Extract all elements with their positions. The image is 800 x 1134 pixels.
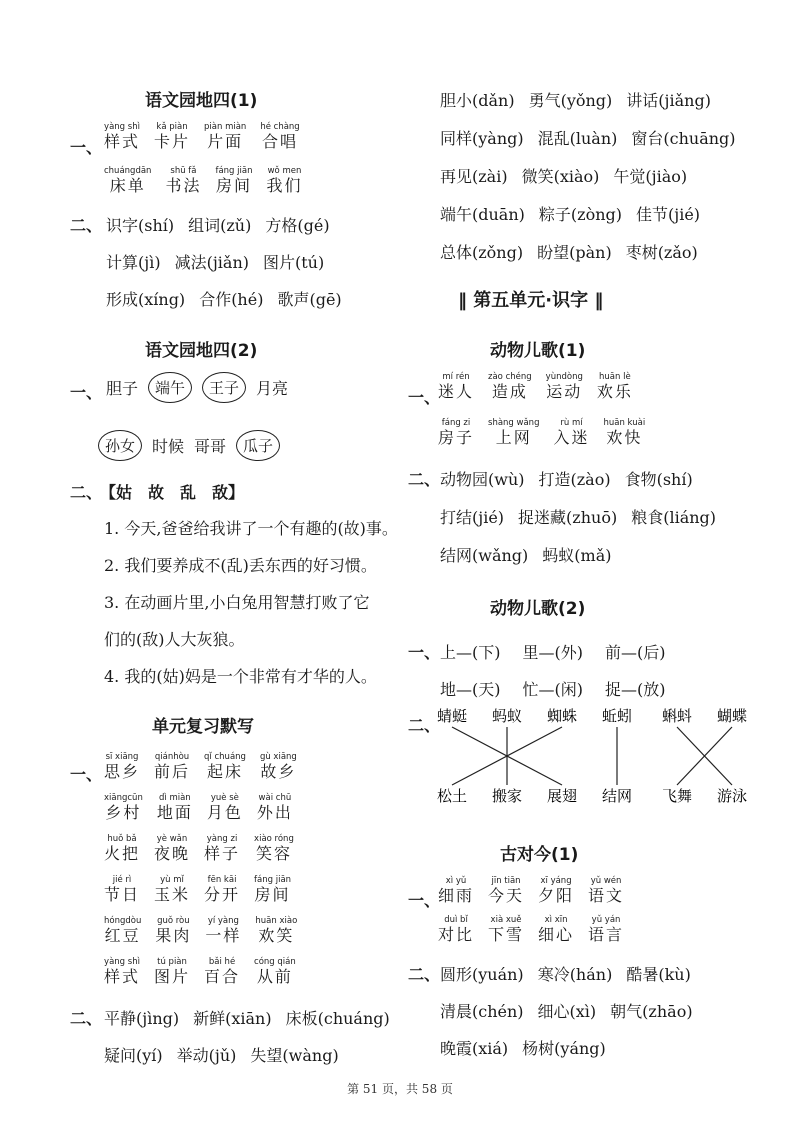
pinyin-word (155, 916, 191, 946)
pinyin-text: bǎi hé (208, 957, 236, 967)
hanzi-word: 笑容 (255, 844, 292, 863)
hanzi-word: 节日 (104, 885, 141, 904)
word-item: 总体(zǒng) (440, 243, 524, 262)
pinyin-text: yǔ wén (590, 876, 622, 886)
pinyin-word (488, 915, 524, 945)
hanzi-word: 故乡 (260, 762, 297, 781)
q2-label: 二、 (70, 483, 103, 502)
pinyin-text: kǎ piàn (156, 122, 188, 132)
hanzi-word: 乡村 (105, 803, 142, 822)
pinyin-word (104, 752, 140, 782)
hanzi-word: 样式 (104, 967, 141, 986)
pinyin-word (488, 372, 532, 402)
hanzi-word: 果肉 (155, 926, 192, 945)
hanzi-word: 欢乐 (596, 382, 633, 401)
hanzi-word: 夜晚 (154, 844, 191, 863)
word-row (440, 240, 712, 263)
hanzi-word: 语言 (588, 925, 625, 944)
hanzi-word: 对比 (438, 925, 475, 944)
pinyin-text: huān lè (599, 372, 631, 382)
section-title-yuwen-4-1: 语文园地四(1) (145, 91, 258, 111)
section-title-review: 单元复习默写 (152, 717, 254, 737)
pinyin-word (488, 876, 524, 906)
word-item: 再见(zài) (440, 167, 508, 186)
pinyin-text: yè wǎn (156, 834, 188, 844)
hanzi-word: 欢快 (606, 428, 643, 447)
pinyin-word (254, 875, 291, 905)
pinyin-text: shū fǎ (170, 166, 197, 176)
pinyin-word (154, 957, 190, 987)
word-item: 枣树(zǎo) (625, 243, 698, 262)
pinyin-text: tú piàn (157, 957, 187, 967)
pinyin-text: xì yǔ (445, 876, 467, 886)
word-item: 前—(后) (605, 643, 666, 662)
pinyin-word (546, 372, 583, 402)
hanzi-word: 入迷 (553, 428, 590, 447)
pinyin-word (438, 876, 474, 906)
section-title-gu-dui-jin: 古对今(1) (500, 845, 579, 865)
hanzi-word: 玉米 (154, 885, 191, 904)
pinyin-word (154, 752, 190, 782)
hanzi-word: 欢笑 (258, 926, 295, 945)
hanzi-word: 房间 (254, 885, 291, 904)
pinyin-text: hóngdòu (104, 916, 142, 926)
pinyin-text: huān kuài (603, 418, 646, 428)
word-item: 端午(duān) (440, 205, 525, 224)
word-item: 忙—(闲) (522, 680, 583, 699)
pinyin-word (254, 957, 296, 987)
match-bottom-word: 飞舞 (661, 787, 693, 805)
pinyin-text: rù mí (560, 418, 583, 428)
word-row (106, 250, 338, 273)
pinyin-text: qǐ chuáng (204, 752, 246, 762)
match-bottom-word: 搬家 (491, 787, 523, 805)
hanzi-word: 今天 (488, 886, 525, 905)
hanzi-word: 下雪 (488, 925, 525, 944)
hanzi-word: 我们 (266, 176, 303, 195)
pinyin-text: fēn kāi (207, 875, 237, 885)
hanzi-word: 夕阳 (538, 886, 575, 905)
word-item: 识字(shí) (106, 216, 175, 235)
hanzi-word: 造成 (491, 382, 528, 401)
pinyin-word (154, 875, 190, 905)
pinyin-text: jīn tiān (491, 876, 521, 886)
hanzi-word: 从前 (256, 967, 293, 986)
word-row (440, 640, 688, 663)
word-item: 盼望(pàn) (537, 243, 612, 262)
pinyin-text: sī xiāng (105, 752, 139, 762)
pinyin-word (538, 876, 574, 906)
q2-label: 二、 (408, 965, 441, 984)
word-item: 平静(jìng) (104, 1009, 180, 1028)
word-item: 捉迷藏(zhuō) (518, 508, 618, 527)
circled-word: 端午 (148, 372, 192, 403)
q2-label: 二、 (70, 1009, 103, 1028)
word-item: 寒冷(hán) (537, 965, 613, 984)
pinyin-text: yàng shì (104, 122, 140, 132)
word-item: 捉—(放) (605, 680, 666, 699)
pinyin-row (438, 915, 638, 945)
pinyin-text: xiāngcūn (104, 793, 143, 803)
match-top-word: 蝌蚪 (661, 707, 693, 725)
pinyin-row (438, 372, 647, 402)
word-item: 细心(xì) (537, 1002, 597, 1021)
word-item: 举动(jǔ) (176, 1046, 237, 1065)
pinyin-text: xì xīn (544, 915, 568, 925)
pinyin-word (260, 752, 297, 782)
hanzi-word: 火把 (104, 844, 141, 863)
pinyin-text: yuè sè (210, 793, 239, 803)
pinyin-text: yù mǐ (160, 875, 184, 885)
word-row (440, 962, 705, 985)
pinyin-word (154, 122, 190, 152)
pinyin-text: zào chéng (488, 372, 532, 382)
pinyin-row (104, 916, 311, 946)
pinyin-row (104, 957, 310, 987)
word-row (440, 1036, 620, 1059)
match-top-word: 蜘蛛 (546, 707, 578, 725)
hanzi-word: 细心 (538, 925, 575, 944)
word-row (104, 1043, 353, 1066)
hanzi-word: 起床 (206, 762, 243, 781)
hanzi-word: 床单 (109, 176, 146, 195)
pinyin-word (157, 793, 193, 823)
word-item: 讲话(jiǎng) (626, 91, 711, 110)
sentence: 1. 今天,爸爸给我讲了一个有趣的(故)事。 (104, 519, 398, 538)
hanzi-word: 房子 (438, 428, 475, 447)
word-item: 杨树(yáng) (522, 1039, 606, 1058)
pinyin-word (104, 122, 140, 152)
word-item: 打结(jié) (440, 508, 505, 527)
match-bottom-word: 结网 (601, 787, 633, 805)
hanzi-word: 运动 (546, 382, 583, 401)
pinyin-text: xī yáng (540, 876, 572, 886)
pinyin-word (104, 166, 151, 196)
pinyin-word (438, 418, 474, 448)
pinyin-word (260, 122, 299, 152)
pinyin-word (104, 916, 141, 946)
pinyin-row (104, 834, 308, 864)
pinyin-text: gù xiāng (259, 752, 297, 762)
match-bottom-word: 游泳 (716, 787, 748, 805)
q1-label: 一、 (70, 138, 103, 157)
word-item: 组词(zǔ) (188, 216, 252, 235)
pinyin-text: huǒ bǎ (107, 834, 137, 844)
pinyin-word (207, 793, 243, 823)
match-top-word: 蜻蜓 (436, 707, 468, 725)
pinyin-text: yí yàng (207, 916, 239, 926)
word-item: 地—(天) (440, 680, 501, 699)
pinyin-text: yùndòng (545, 372, 583, 382)
pinyin-word (603, 418, 645, 448)
word-item: 哥哥 (194, 437, 227, 456)
hanzi-word: 房间 (215, 176, 252, 195)
word-item: 午觉(jiào) (613, 167, 688, 186)
hanzi-word: 语文 (588, 886, 625, 905)
hanzi-word: 合唱 (262, 132, 299, 151)
q2-label: 二、 (408, 716, 441, 735)
word-row (106, 372, 298, 403)
sentence: 4. 我的(姑)妈是一个非常有才华的人。 (104, 667, 377, 686)
pinyin-word (488, 418, 539, 448)
match-top-word: 蝴蝶 (716, 707, 748, 725)
word-item: 歌声(gē) (277, 290, 342, 309)
pinyin-word (255, 916, 297, 946)
pinyin-row (104, 793, 307, 823)
pinyin-word (104, 793, 143, 823)
word-item: 蚂蚁(mǎ) (542, 546, 612, 565)
q1-label: 一、 (408, 891, 441, 910)
q1-label: 一、 (70, 383, 103, 402)
word-item: 粮食(liáng) (631, 508, 717, 527)
circled-word: 瓜子 (236, 430, 280, 461)
q2-label: 二、 (408, 470, 441, 489)
word-item: 床板(chuáng) (285, 1009, 390, 1028)
pinyin-word (104, 834, 140, 864)
pinyin-text: fáng jiān (215, 166, 253, 176)
word-item: 失望(wàng) (250, 1046, 339, 1065)
pinyin-row (438, 876, 638, 906)
word-row (440, 543, 625, 566)
sentence: 3. 在动画片里,小白兔用智慧打败了它 (104, 593, 370, 612)
pinyin-text: jié rì (112, 875, 132, 885)
pinyin-row-2 (104, 166, 316, 196)
hanzi-word: 月色 (206, 803, 243, 822)
word-item: 粽子(zòng) (538, 205, 622, 224)
word-item: 图片(tú) (263, 253, 325, 272)
word-row (98, 430, 290, 461)
hanzi-word: 片面 (207, 132, 244, 151)
pinyin-text: huān xiào (255, 916, 298, 926)
q1-label: 一、 (408, 388, 441, 407)
pinyin-word (588, 915, 624, 945)
pinyin-text: wǒ men (267, 166, 302, 176)
hanzi-word: 思乡 (104, 762, 141, 781)
word-item: 酷暑(kù) (626, 965, 691, 984)
hanzi-word: 一样 (205, 926, 242, 945)
hanzi-word: 百合 (204, 967, 241, 986)
pinyin-text: fáng zi (441, 418, 471, 428)
pinyin-row (104, 752, 311, 782)
pinyin-text: qiánhòu (154, 752, 190, 762)
pinyin-text: dì miàn (159, 793, 191, 803)
word-row (440, 505, 730, 528)
word-item: 勇气(yǒng) (528, 91, 613, 110)
pinyin-text: duì bǐ (444, 915, 468, 925)
word-item: 清晨(chén) (440, 1002, 524, 1021)
word-row (106, 213, 344, 236)
word-row (440, 126, 750, 149)
pinyin-word (104, 875, 140, 905)
word-item: 打造(zào) (538, 470, 611, 489)
word-item: 晚霞(xiá) (440, 1039, 509, 1058)
match-bottom-word: 松土 (436, 787, 468, 805)
pinyin-word (588, 876, 624, 906)
char-bracket: 【姑 故 乱 敌】 (100, 483, 245, 502)
word-item: 圆形(yuán) (440, 965, 524, 984)
pinyin-text: mí rén (442, 372, 470, 382)
pinyin-word (154, 834, 190, 864)
matching-diagram (432, 705, 748, 815)
word-item: 动物园(wù) (440, 470, 525, 489)
match-bottom-word: 展翅 (546, 787, 578, 805)
hanzi-word: 图片 (154, 967, 191, 986)
hanzi-word: 书法 (165, 176, 202, 195)
word-row (440, 164, 701, 187)
word-item: 佳节(jié) (636, 205, 701, 224)
hanzi-word: 样式 (104, 132, 141, 151)
pinyin-word (438, 372, 474, 402)
word-item: 上—(下) (440, 643, 501, 662)
pinyin-text: yàng zi (206, 834, 238, 844)
pinyin-text: guǒ ròu (157, 916, 190, 926)
word-item: 窗台(chuāng) (631, 129, 736, 148)
word-row (106, 287, 356, 310)
hanzi-word: 地面 (156, 803, 193, 822)
word-item: 形成(xíng) (106, 290, 186, 309)
word-item: 疑问(yí) (104, 1046, 163, 1065)
word-row (440, 202, 714, 225)
word-item: 里—(外) (522, 643, 583, 662)
section-title-animal-1: 动物儿歌(1) (490, 341, 586, 361)
circled-word: 孙女 (98, 430, 142, 461)
circled-word: 王子 (202, 372, 246, 403)
hanzi-word: 卡片 (154, 132, 191, 151)
word-item: 食物(shí) (624, 470, 693, 489)
pinyin-word (257, 793, 293, 823)
pinyin-row (438, 418, 659, 448)
pinyin-text: yǔ yán (591, 915, 621, 925)
section-title-yuwen-4-2: 语文园地四(2) (145, 341, 258, 361)
hanzi-word: 外出 (256, 803, 293, 822)
hanzi-word: 迷人 (438, 382, 475, 401)
q2-label: 二、 (70, 216, 103, 235)
sentence: 们的(敌)人大灰狼。 (104, 630, 245, 649)
pinyin-word (204, 875, 240, 905)
pinyin-text: wài chū (258, 793, 292, 803)
word-item: 胆小(dǎn) (440, 91, 515, 110)
pinyin-word (266, 166, 302, 196)
word-item: 朝气(zhāo) (610, 1002, 693, 1021)
pinyin-word (104, 957, 140, 987)
word-row (440, 88, 725, 111)
pinyin-row-1 (104, 122, 314, 152)
page-footer: 第 51 页，共 58 页 (347, 1082, 453, 1096)
q1-label: 一、 (70, 765, 103, 784)
word-item: 合作(hé) (199, 290, 264, 309)
pinyin-word (438, 915, 474, 945)
hanzi-word: 前后 (154, 762, 191, 781)
word-row (440, 999, 707, 1022)
match-top-word: 蚂蚁 (491, 707, 523, 725)
pinyin-word (204, 122, 246, 152)
pinyin-word (204, 752, 246, 782)
word-item: 计算(jì) (106, 253, 161, 272)
word-item: 同样(yàng) (440, 129, 524, 148)
pinyin-word (204, 834, 240, 864)
pinyin-text: shàng wǎng (488, 418, 540, 428)
word-item: 减法(jiǎn) (174, 253, 249, 272)
pinyin-text: xiào róng (254, 834, 294, 844)
pinyin-text: cóng qián (254, 957, 296, 967)
pinyin-word (538, 915, 574, 945)
pinyin-text: fáng jiān (254, 875, 292, 885)
pinyin-text: piàn miàn (204, 122, 247, 132)
word-item: 月亮 (256, 379, 289, 398)
match-top-word: 蚯蚓 (601, 707, 633, 725)
pinyin-word (553, 418, 589, 448)
word-row (104, 1006, 404, 1029)
unit-title: ‖ 第五单元·识字 ‖ (458, 290, 604, 311)
hanzi-word: 细雨 (438, 886, 475, 905)
word-item: 结网(wǎng) (440, 546, 529, 565)
word-item: 方格(gé) (265, 216, 330, 235)
pinyin-word (204, 957, 240, 987)
word-item: 混乱(luàn) (537, 129, 618, 148)
pinyin-text: chuángdān (104, 166, 152, 176)
pinyin-word (254, 834, 294, 864)
sentence: 2. 我们要养成不(乱)丢东西的好习惯。 (104, 556, 377, 575)
q1-label: 一、 (408, 643, 441, 662)
pinyin-text: yàng shì (104, 957, 140, 967)
hanzi-word: 上网 (495, 428, 532, 447)
pinyin-word (215, 166, 252, 196)
word-item: 胆子 (106, 379, 139, 398)
word-item: 时候 (152, 437, 185, 456)
hanzi-word: 分开 (204, 885, 241, 904)
hanzi-word: 红豆 (104, 926, 141, 945)
word-row (440, 467, 707, 490)
pinyin-text: xià xuě (490, 915, 522, 925)
word-item: 微笑(xiào) (521, 167, 600, 186)
pinyin-word (165, 166, 201, 196)
pinyin-text: hé chàng (260, 122, 300, 132)
hanzi-word: 样子 (204, 844, 241, 863)
word-row (440, 677, 688, 700)
section-title-animal-2: 动物儿歌(2) (490, 599, 586, 619)
pinyin-word (597, 372, 633, 402)
pinyin-word (205, 916, 241, 946)
pinyin-row (104, 875, 305, 905)
word-item: 新鲜(xiān) (193, 1009, 272, 1028)
